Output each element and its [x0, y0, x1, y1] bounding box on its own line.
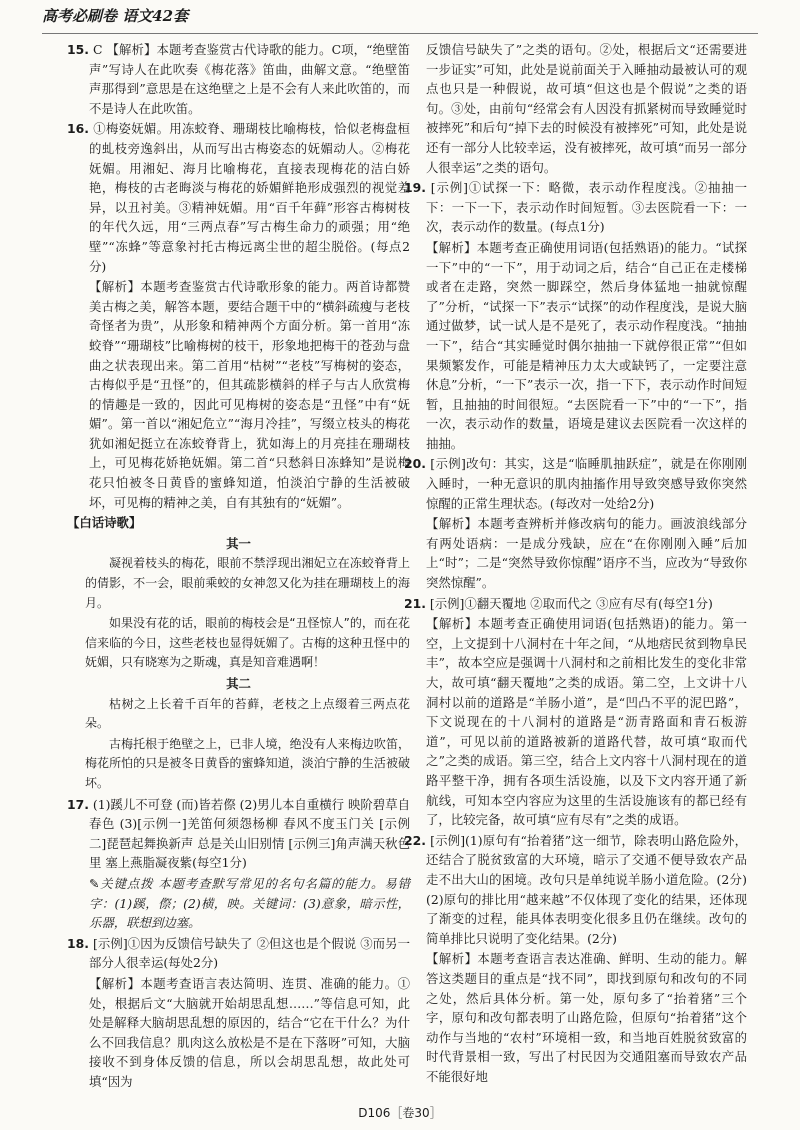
right-column — [404, 40, 747, 1087]
answer-16: 16. ①梅姿妩媚。用冻蛟脊、珊瑚枝比喻梅枝，恰似老梅盘桓的虬枝旁逸斜出，从而写出古梅姿态的妩媚动人。②梅花妩媚。用湘妃、海月比喻梅花，直接表现梅花的洁白娇艳，梅枝的古老晦淡与梅花的娇媚鲜艳形成强烈的视觉差异，以丑衬美。③精神妩媚。用“百千年藓”形容古梅树枝的年代久远，用“三两点春”写古梅生命力的顽强；用“绝壁”“冻蜂”等意象衬托古梅远离尘世的超尘脱俗。(每点2分) — [67, 121, 410, 274]
analysis-18-cont: 反馈信号缺失了”之类的语句。②处，根据后文“还需要进一步证实”可知，此处是说前面关于入睡抽动最被认可的观点也只是一种假说，故可填“但这也是个假说”之类的语句。③处，由前句“经常会有人因没有抓紧树而导致睡觉时被摔死”和后句“掉下去的时候没有被摔死”可知，此处是说还有一部分人比较幸运，没有被摔死，故可填“而另一部分人很幸运”之类的语句。 — [426, 42, 747, 175]
header-title: 高考必刷卷 语文42套 — [42, 7, 189, 25]
tip-17: ✎关键点拨 本题考查默写常见的名句名篇的能力。易错字：(1)蹊，傺；(2)横，映。关键词：(3)意象，暗示性，乐器，联想到边塞。 — [89, 875, 410, 931]
analysis-16: 【解析】本题考查鉴赏古代诗歌形象的能力。两首诗都赞美古梅之美，解答本题，要结合题干中的“横斜疏瘦与老枝奇怪者为贵”，从形象和精神两个方面分析。第一首用“冻蛟脊”“珊瑚枝”比喻梅树的枝干，形象地把梅干的苍劲与盘曲之状表现出来。第二首用“枯树”“老枝”写梅树的姿态，古梅似乎是“丑怪”的，但其疏影横斜的样子与古人欣赏梅的情趣是一致的，因此可见梅树的姿态是“丑怪”中有“妩媚”。第一首以“湘妃危立”“海月冷挂”，写缀立枝头的梅花犹如湘妃挺立在冻蛟脊背上，犹如海上的月亮挂在珊瑚枝上，可见梅花娇艳妩媚。第二首“只愁斜日冻蜂知”是说梅花只怕被冬日黄昏的蜜蜂知道，怕淡泊宁静的生活被破坏，可见梅的精神之美，自有其独有的“妩媚”。 — [89, 279, 410, 510]
poem1-para1: 凝视着枝头的梅花，眼前不禁浮现出湘妃立在冻蛟脊背上的倩影，不一会，眼前乘蛟的女神忽又化为挂在珊瑚枝上的海月。 — [85, 556, 410, 610]
analysis-18: 【解析】本题考查语言表达简明、连贯、准确的能力。①处，根据后文“大脑就开始胡思乱想……”等信息可知，此处是解释大脑胡思乱想的原因的，结合“它在干什么？为什么不回我信息？肌肉这么放松是不是在下落呀”可知，大脑接收不到身体反馈的信息，所以会胡思乱想，故此处可填“因为 — [89, 975, 410, 1089]
answer-21: 21. [示例]①翻天覆地 ②取而代之 ③应有尽有(每空1分) — [404, 595, 713, 611]
answer-22: 22. [示例](1)原句有“抬着猪”这一细节，除表明山路危险外，还结合了脱贫致富的大环境，暗示了交通不便导致农产品走不出大山的困境。改句只是单纯说羊肠小道危险。(2分)(2)原句的排比用“越来越”不仅体现了变化的结果，还体现了渐变的过程，能具体表明变化很多且仍在继续。改句的简单排比只说明了变化结果。(2分) — [404, 832, 747, 946]
answer-15: 15. C 【解析】本题考查鉴赏古代诗歌的能力。C项，“绝壁笛声”写诗人在此吹奏《梅花落》笛曲，曲解文意。“绝壁笛声那得到”意思是在这绝壁之上是不会有人来此吹笛的，而不是诗人在此吹笛。 — [67, 42, 410, 116]
poem2-title: 其二 — [226, 676, 251, 691]
section-title: 【白话诗歌】 — [67, 515, 142, 531]
page-number: D106［卷30］ — [358, 1106, 442, 1120]
answer-19: 19. [示例]①试探一下：略微，表示动作程度浅。②抽抽一下：一下一下，表示动作时间短暂。③去医院看一下：一次，表示动作的数量。(每点1分) — [404, 180, 747, 235]
poem1-title: 其一 — [226, 535, 251, 551]
page-footer — [0, 1104, 800, 1121]
analysis-21: 【解析】本题考查正确使用词语(包括熟语)的能力。第一空，上文提到十八洞村在十年之间，“从地痞民贫到物阜民丰”，故本空应是强调十八洞村和之前相比发生的变化非常大，故可填“翻天覆地”之类的成语。第二空，上文讲十八洞村以前的道路是“羊肠小道”，是“凹凸不平的泥巴路”，下文说现在的十八洞村的道路是“沥青路面和青石板游道”，可见以前的道路被新的道路代替，故可填“取而代之”之类的成语。第三空，结合上文内容十八洞村现在的道路平整干净，拥有各项生活设施，以及下文内容开通了新航线，可知本空内容应为这里的生活设施该有的都已经有了，比较完备，故可填“应有尽有”之类的成语。 — [426, 616, 747, 828]
poem2-para2: 古梅托根于绝壁之上，已非人境，绝没有人来梅边吹笛，梅花所怕的只是被冬日黄昏的蜜蜂知道，淡泊宁静的生活被破坏。 — [85, 736, 410, 790]
analysis-22: 【解析】本题考查语言表达准确、鲜明、生动的能力。解答这类题目的重点是“找不同”，即找到原句和改句的不同之处，然后具体分析。第一处，原句多了“抬着猪”三个字，原句和改句都表明了山路危险，但原句“抬着猪”这个动作与当地的“农村”环境相一致，和当地百姓脱贫致富的时代背景相一致，写出了村民因为交通阻塞而导致农产品不能很好地 — [426, 951, 747, 1084]
pen-icon: ✎ — [89, 875, 100, 891]
analysis-19: 【解析】本题考查正确使用词语(包括熟语)的能力。“试探一下”中的“一下”，用于动词之后，结合“自己正在走楼梯或者在走路，突然一脚踩空，然后身体猛地一抽就惊醒了”分析，“试探一下”表示“试探”的动作程度浅，是说大脑通过做梦，试一试人是不是死了，表示动作程度浅。“抽抽一下”，结合“其实睡觉时偶尔抽抽一下就停很正常”“但如果频繁发作，可能是精神压力太大或缺钙了，一定要注意休息”分析，“一下”表示一次，指一下下，表示动作时间短暂，且抽抽的时间很短。“去医院看一下”中的“一下”，指一次，表示动作的数量，语境是建议去医院看一次这样的抽抽。 — [426, 239, 747, 451]
answer-18: 18. [示例]①因为反馈信号缺失了 ②但这也是个假说 ③而另一部分人很幸运(每处2分) — [67, 935, 410, 971]
left-column — [67, 40, 410, 1092]
poem2-para1: 枯树之上长着千百年的苔藓，老枝之上点缀着三两点花朵。 — [85, 696, 410, 731]
poem1-para2: 如果没有花的话，眼前的梅枝会是“丑怪惊人”的，而在花信来临的今日，这些老枝也显得妩媚了。古梅的这种丑怪中的妩媚，只有晓寒为之斯魂，真是知音难遇啊！ — [85, 616, 410, 670]
page-header — [42, 5, 758, 34]
analysis-20: 【解析】本题考查辨析并修改病句的能力。画波浪线部分有两处语病：一是成分残缺，应在“在你刚刚入睡”后加上“时”；二是“突然导致你惊醒”语序不当，应改为“导致你突然惊醒”。 — [426, 516, 747, 591]
answer-17: 17. (1)蹊儿不可登 (而)皆若傺 (2)男儿本自重横行 映阶碧草自春色 (3)[示例一]羌笛何须怨杨柳 春风不度玉门关 [示例二]琵琶起舞换新声 总是关山旧别情 [示例三]角声满天秋色里 塞上燕脂凝夜紫(每空1分) — [67, 796, 410, 871]
answer-20: 20. [示例]改句：其实，这是“临睡肌抽跃症”，就是在你刚刚入睡时，一种无意识的肌肉抽搐作用导致突感导致你突然惊醒的正常生理状态。(每改对一处给2分) — [404, 456, 747, 511]
